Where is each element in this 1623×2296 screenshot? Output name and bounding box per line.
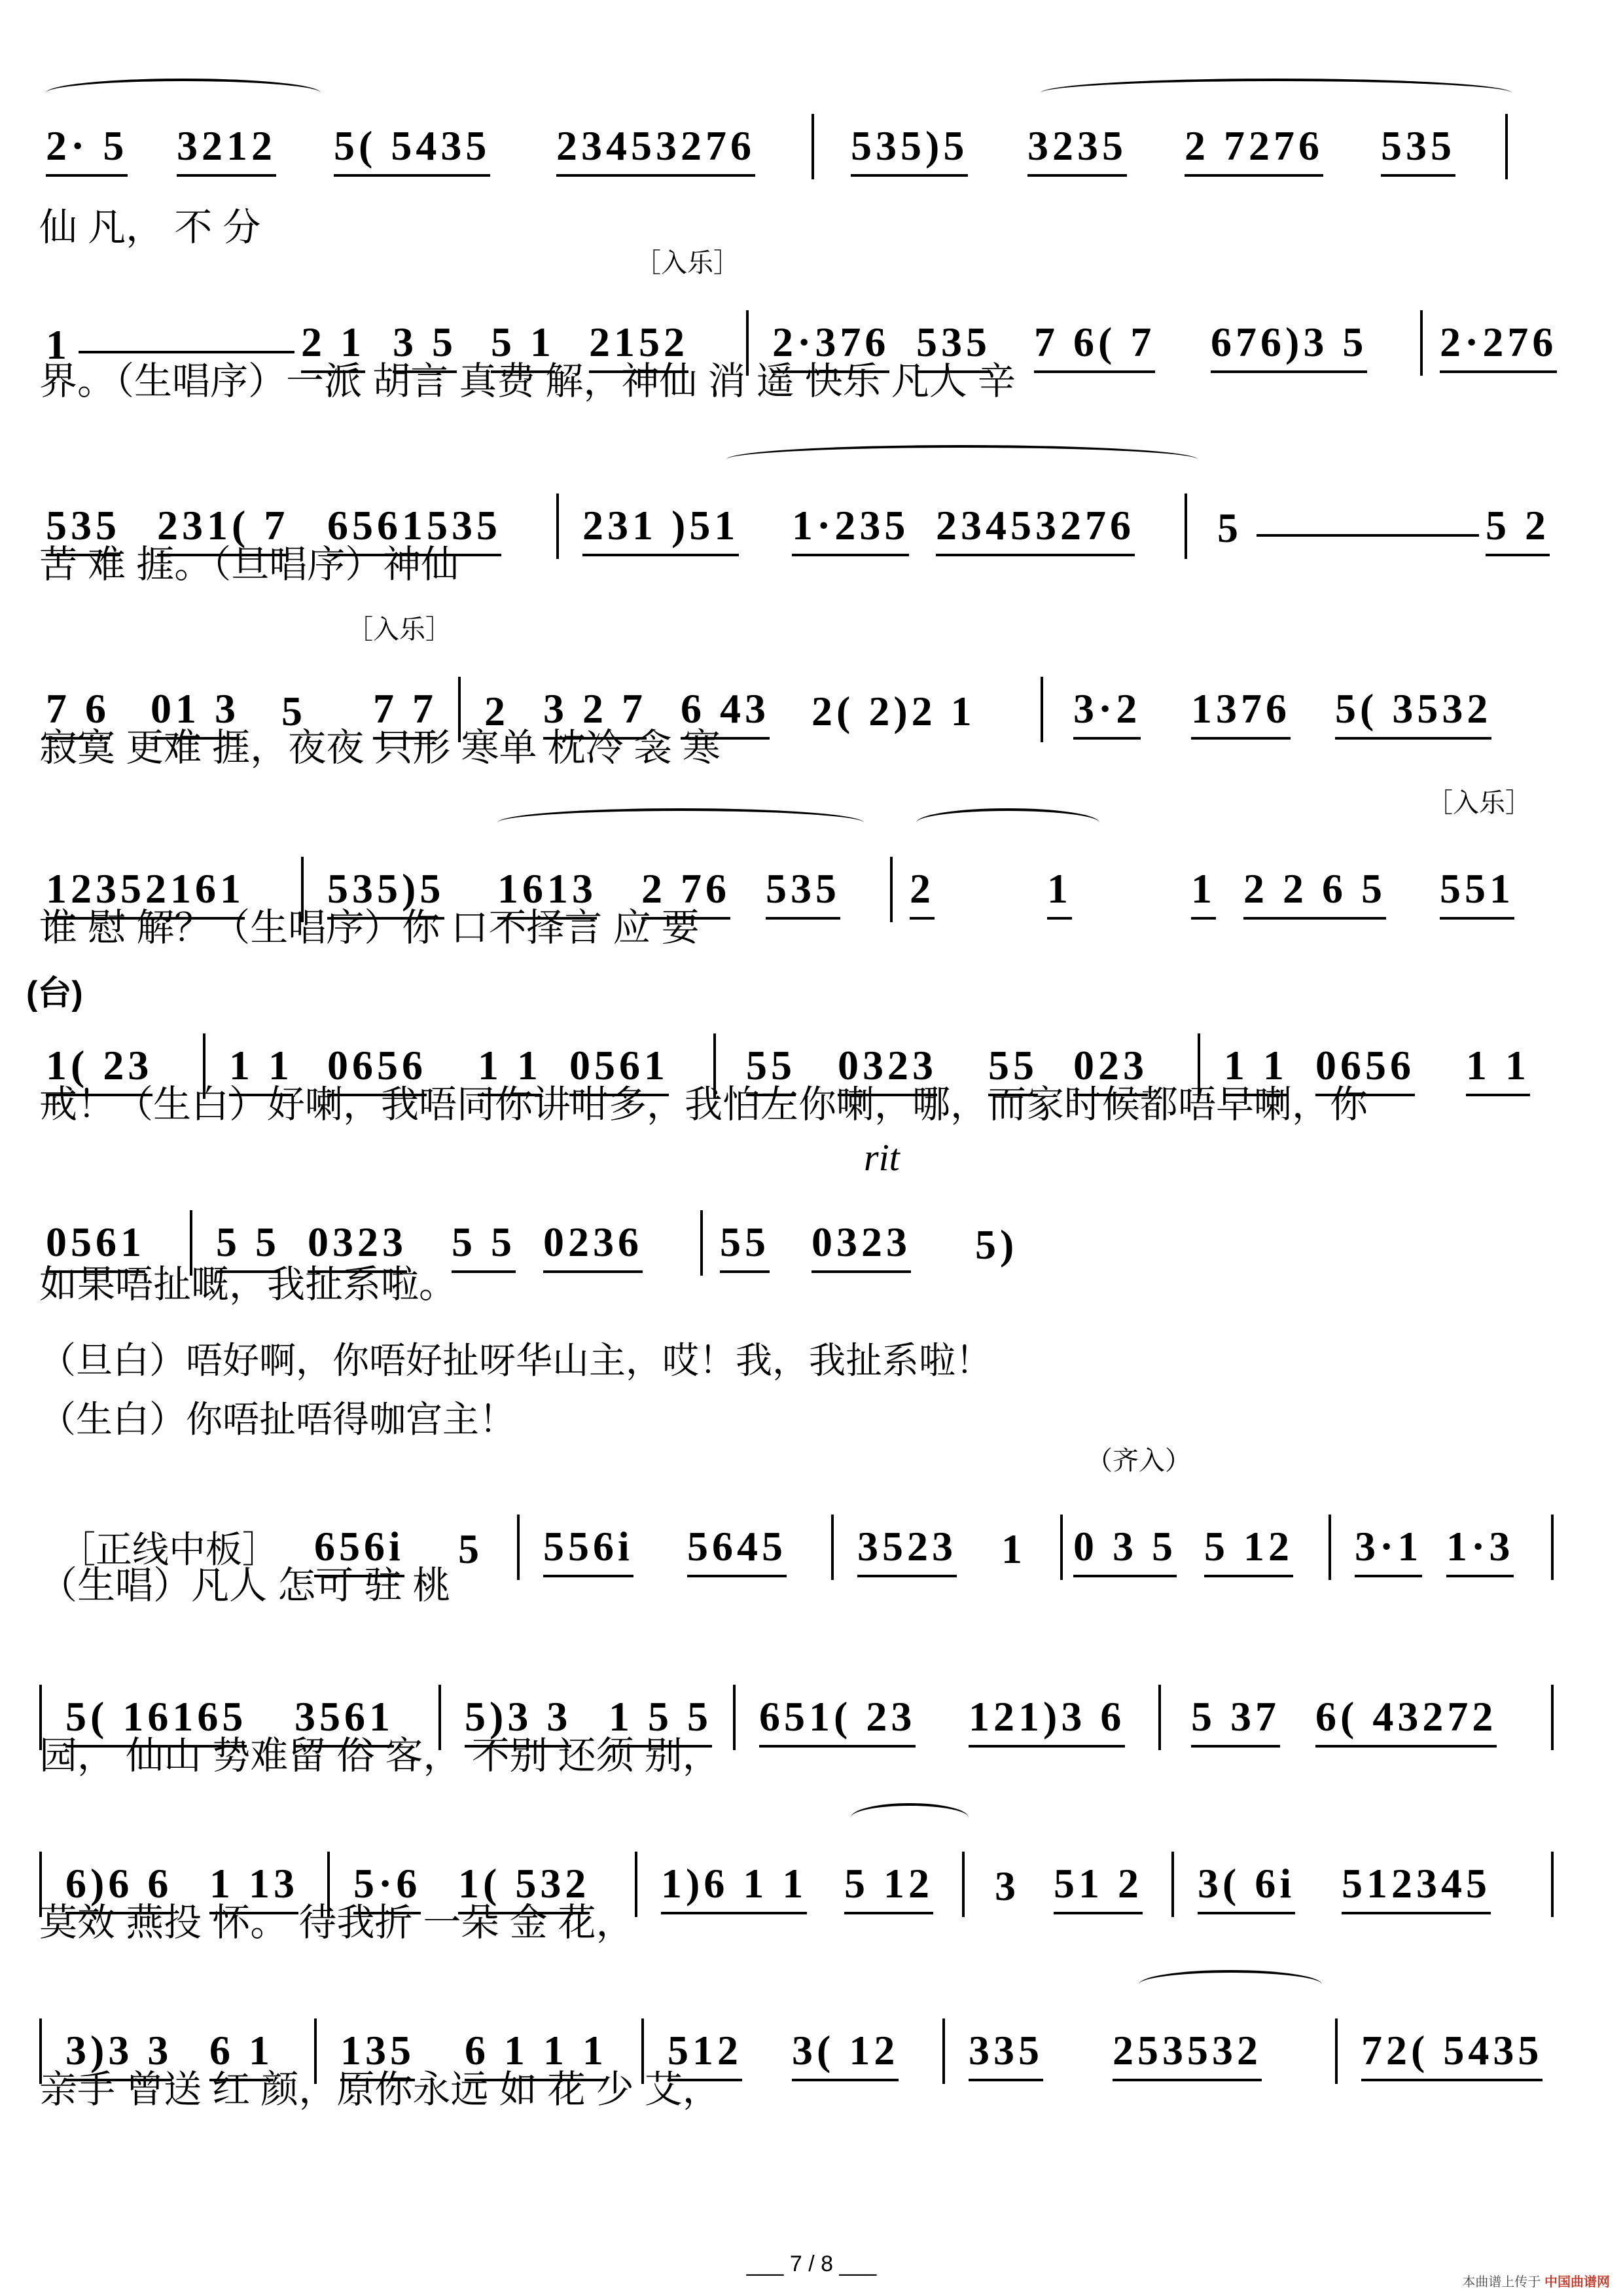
lyrics-line: 如果唔扯嘅，我扯系啦。	[39, 1263, 457, 1306]
note-group: 2 1	[301, 318, 365, 373]
note-group: 2·276	[1440, 318, 1557, 373]
note-group: 5·6	[353, 1859, 421, 1914]
note-group: 5	[281, 688, 306, 734]
lyrics-line: 莫效 燕投 怀。 待我折 一朵 金 花，	[39, 1901, 634, 1944]
note-group: 1)6 1 1	[661, 1859, 807, 1914]
notes-row	[39, 79, 1558, 177]
note-group: 535	[766, 865, 840, 920]
lyrics-line: 苦 难 捱。（旦唱序）神仙	[39, 543, 459, 586]
note-group: 3 2 7	[543, 685, 647, 740]
note-group: 0561	[569, 1041, 669, 1096]
note-group: 0323	[838, 1041, 937, 1096]
note-group: 12352161	[46, 865, 245, 920]
lyrics-line: 亲手 曾送 红 颜，原你永远 如 花 少 艾，	[39, 2068, 721, 2111]
note-group: 2 7276	[1185, 122, 1323, 177]
bar-line	[812, 114, 814, 179]
note-group: 0656	[1315, 1041, 1415, 1096]
note-group: 2	[484, 688, 509, 734]
note-group: 7 6( 7	[1034, 318, 1155, 373]
entry-tag: (台)	[26, 975, 83, 1013]
note-group: 2 76	[641, 865, 730, 920]
entry-tag: ［入乐］	[347, 615, 452, 644]
note-group: 0323	[812, 1218, 911, 1273]
watermark-prefix: 本曲谱上传于	[1462, 2275, 1541, 2289]
note-group: 1·3	[1446, 1522, 1514, 1577]
note-group: 1 1	[478, 1041, 542, 1096]
note-group: 5645	[687, 1522, 787, 1577]
note-group: 651( 23	[759, 1693, 916, 1748]
note-group: 1	[46, 321, 71, 368]
entry-tag: （齐入）	[1086, 1446, 1191, 1475]
note-group: 5( 5435	[334, 122, 490, 177]
lyrics-line: 界。（生唱序）一派 胡言 真费 解，神仙 消 遥 快乐 凡人 辛	[39, 360, 1016, 403]
note-group: 551	[1440, 865, 1514, 920]
note-group: 72( 5435	[1361, 2026, 1543, 2081]
note-group: 535	[46, 501, 120, 556]
note-group: 3	[995, 1863, 1020, 1909]
note-group: 01 3	[151, 685, 240, 740]
system-8	[39, 1440, 1558, 1636]
note-group: 535)5	[327, 865, 444, 920]
note-group: 2· 5	[46, 122, 128, 177]
note-group: 6561535	[327, 501, 501, 556]
lyrics-line: （生唱）凡人 怎可 驻 桃	[39, 1564, 451, 1607]
note-group: 1 13	[209, 1859, 298, 1914]
note-group: 656i	[314, 1522, 404, 1577]
note-group: 535	[916, 318, 991, 373]
note-group: 231 )51	[582, 501, 739, 556]
entry-tag: ［入乐］	[1427, 789, 1531, 817]
note-group: 5	[458, 1526, 483, 1572]
note-group: 2( 2)2 1	[812, 688, 976, 734]
note-group: 7 7	[373, 685, 437, 740]
note-group: 2 2 6 5	[1243, 865, 1386, 920]
note-group: 1	[1191, 865, 1216, 920]
note-group: 3235	[1027, 122, 1127, 177]
note-group: 512345	[1342, 1859, 1491, 1914]
page-number: ___ 7 / 8 ___	[746, 2251, 877, 2276]
entry-tag: ［入乐］	[635, 249, 740, 278]
lyrics-line: 寂寞 更难 捱，夜夜 只形 寒单 枕冷 衾 寒	[39, 726, 721, 769]
note-group: 253532	[1113, 2026, 1262, 2081]
note-group: 512	[668, 2026, 742, 2081]
note-group: 3( 6i	[1198, 1859, 1295, 1914]
note-group: 556i	[543, 1522, 633, 1577]
note-group: 1 1	[229, 1041, 293, 1096]
watermark-site: 中国曲谱网	[1544, 2275, 1610, 2289]
note-group: 6 1 1 1	[465, 2026, 607, 2081]
note-group: 6 1	[209, 2026, 274, 2081]
system-6	[26, 959, 1558, 1155]
note-group: 6)6 6	[65, 1859, 172, 1914]
note-group: 3·1	[1355, 1522, 1422, 1577]
bar-line	[1505, 114, 1508, 179]
note-group: 5)3 3	[465, 1693, 571, 1748]
spoken-line: （生白）你唔扯唔得咖宫主！	[39, 1399, 516, 1440]
note-group: 3523	[857, 1522, 957, 1577]
note-group: 5 37	[1191, 1693, 1280, 1748]
note-group: 5 5	[216, 1218, 280, 1273]
note-group: 1 5 5	[609, 1693, 712, 1748]
note-group: 3561	[294, 1693, 394, 1748]
note-group: 0561	[46, 1218, 145, 1273]
note-group: 6( 43272	[1315, 1693, 1497, 1748]
note-group: 1 1	[1466, 1041, 1530, 1096]
note-group: 535	[1381, 122, 1455, 177]
note-group: 1376	[1191, 685, 1291, 740]
spoken-line: （旦白）唔好啊，你唔好扯呀华山主，哎！我，我扯系啦！	[39, 1340, 992, 1381]
note-group: 5 2	[1486, 501, 1550, 556]
note-group: 121)3 6	[969, 1693, 1125, 1748]
lyrics-line: 谁 慰 解？（生唱序）你 口不择言 应 要	[39, 906, 700, 949]
section-label: ［正线中板］	[59, 1529, 279, 1570]
system-11	[39, 1944, 1558, 2140]
note-group: 0 3 5	[1073, 1522, 1177, 1577]
note-group: 676)3 5	[1211, 318, 1367, 373]
ritardando-mark: rit	[864, 1136, 900, 1179]
system-4	[39, 602, 1558, 798]
note-group: 5 12	[844, 1859, 933, 1914]
note-group: 1·235	[792, 501, 909, 556]
note-group: 2	[910, 865, 935, 920]
note-group: 0236	[543, 1218, 643, 1273]
note-group: 335	[969, 2026, 1043, 2081]
note-group: 1 1	[1224, 1041, 1288, 1096]
note-group: 3·2	[1073, 685, 1141, 740]
system-3	[39, 419, 1558, 615]
note-group: 0656	[327, 1041, 427, 1096]
system-7	[39, 1136, 1558, 1332]
lyrics-line: 仙 凡， 不 分	[39, 206, 261, 249]
note-group: 23453276	[936, 501, 1135, 556]
note-group: 55	[720, 1218, 770, 1273]
lyrics-line: 园， 仙山 势难留 俗 客， 不别 还须 别，	[39, 1734, 721, 1777]
note-group: 535)5	[851, 122, 968, 177]
note-group: 1	[1047, 865, 1072, 920]
note-group: 2·376	[772, 318, 889, 373]
note-group: 51 2	[1054, 1859, 1143, 1914]
note-group: 23453276	[556, 122, 755, 177]
note-group: 3 5	[393, 318, 457, 373]
lyrics-line: 戒！（生白）好喇，我唔同你讲咁多，我怕左你喇，哪，而家时候都唔早喇，你	[39, 1083, 1368, 1126]
note-group: 3( 12	[792, 2026, 899, 2081]
note-group: 5 12	[1204, 1522, 1293, 1577]
note-group: 55	[988, 1041, 1038, 1096]
note-group: 6 43	[681, 685, 770, 740]
page-number-text: 7 / 8	[789, 2251, 834, 2276]
note-group: 3212	[177, 122, 276, 177]
note-group: 5)	[975, 1221, 1018, 1268]
note-group: 1( 23	[46, 1041, 152, 1096]
note-group: 1( 532	[458, 1859, 590, 1914]
system-2	[39, 236, 1558, 432]
note-group: 7 6	[46, 685, 110, 740]
system-1	[39, 39, 1558, 249]
system-5	[39, 782, 1558, 978]
note-group: 231( 7	[157, 501, 289, 556]
note-group: 1613	[497, 865, 597, 920]
note-group: 5( 16165	[65, 1693, 247, 1748]
note-group: 5 5	[452, 1218, 516, 1273]
note-group: 1	[1001, 1526, 1026, 1572]
note-group: 135	[340, 2026, 415, 2081]
note-group: 2152	[589, 318, 688, 373]
note-group: 5	[1217, 505, 1242, 551]
note-group: 3)3 3	[65, 2026, 172, 2081]
note-group: 5 1	[491, 318, 555, 373]
note-group: 023	[1073, 1041, 1148, 1096]
note-group: 0323	[308, 1218, 407, 1273]
note-group: 5( 3532	[1335, 685, 1491, 740]
note-group: 55	[746, 1041, 796, 1096]
watermark	[1462, 2271, 1610, 2290]
